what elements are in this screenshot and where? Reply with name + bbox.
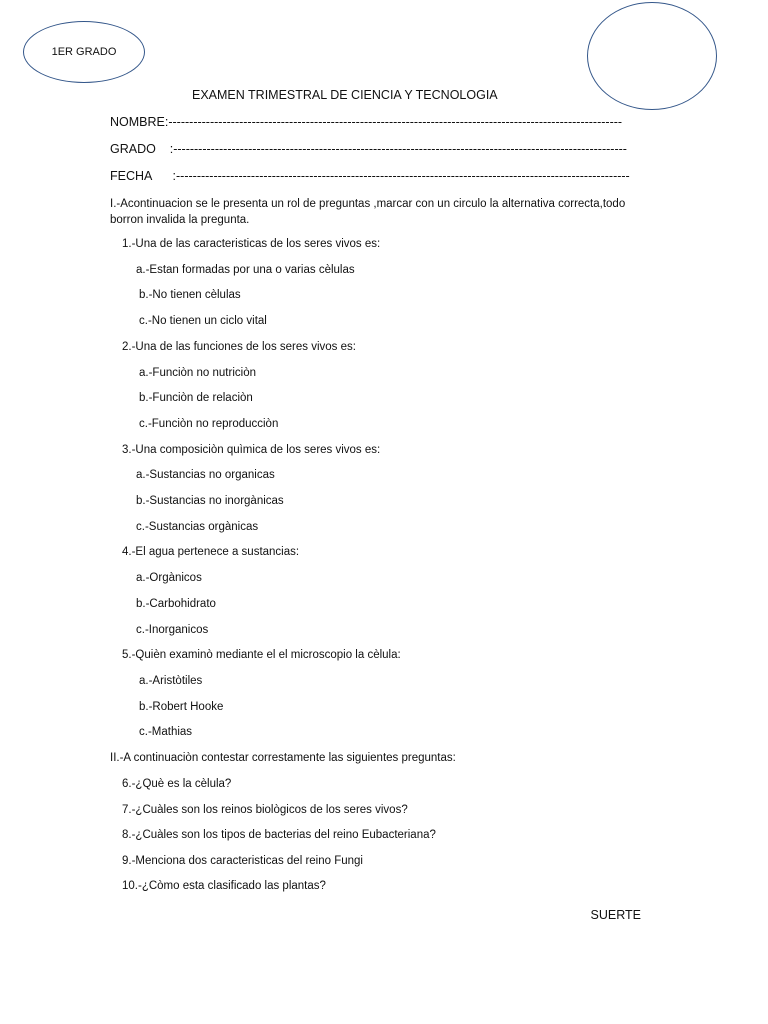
instructions-part-1: I.-Acontinuacion se le presenta un rol de preguntas ,marcar con un circulo la alternativa correcta,todo borron invalida la pregunta.: [110, 198, 626, 226]
answer-option: a.-Sustancias no organicas: [136, 469, 275, 482]
name-field: [110, 115, 622, 129]
open-question: 10.-¿Còmo esta clasificado las plantas?: [122, 880, 326, 893]
answer-option: b.-No tienen cèlulas: [139, 289, 241, 302]
answer-option: c.-No tienen un ciclo vital: [139, 315, 267, 328]
field-blank-line: -------------------------------------------------------------------------------------------------------------: [168, 115, 623, 129]
answer-option: c.-Mathias: [139, 726, 193, 739]
answer-option: b.-Sustancias no inorgànicas: [136, 495, 284, 507]
date-field: [110, 169, 630, 183]
field-label: GRADO :: [110, 142, 174, 156]
answer-option: b.-Carbohidrato: [136, 597, 216, 610]
open-question: 7.-¿Cuàles son los reinos biològicos de los seres vivos?: [122, 803, 408, 816]
grade-field: [110, 142, 627, 156]
answer-option: c.-Inorganicos: [136, 623, 209, 636]
open-question: 9.-Menciona dos caracteristicas del reino Fungi: [122, 854, 363, 867]
grade-label: 1ER GRADO: [51, 46, 117, 58]
answer-option: b.-Funciòn de relaciòn: [139, 392, 253, 405]
closing-text: SUERTE: [590, 908, 641, 922]
answer-option: a.-Funciòn no nutriciòn: [139, 366, 256, 379]
grade-oval: [23, 21, 145, 83]
field-label: FECHA :: [110, 169, 176, 183]
answer-option: a.-Aristòtiles: [139, 674, 203, 687]
open-question: 8.-¿Cuàles son los tipos de bacterias del reino Eubacteriana?: [122, 829, 436, 842]
field-blank-line: -------------------------------------------------------------------------------------------------------------: [176, 169, 630, 183]
question: 3.-Una composiciòn quìmica de los seres vivos es:: [122, 443, 381, 456]
answer-option: a.-Orgànicos: [136, 572, 202, 585]
open-question: 6.-¿Què es la cèlula?: [122, 778, 232, 790]
answer-option: c.-Sustancias orgànicas: [136, 520, 259, 533]
field-blank-line: -------------------------------------------------------------------------------------------------------------: [173, 142, 627, 156]
instructions-part-2: II.-A continuaciòn contestar correstamente las siguientes preguntas:: [110, 752, 456, 764]
answer-option: c.-Funciòn no reproducciòn: [139, 417, 279, 430]
score-oval: [587, 2, 717, 110]
question: 4.-El agua pertenece a sustancias:: [122, 546, 300, 559]
question: 2.-Una de las funciones de los seres vivos es:: [122, 340, 356, 353]
field-label: NOMBRE:: [110, 115, 169, 129]
question: 5.-Quièn examinò mediante el el microscopio la cèlula:: [122, 649, 401, 662]
answer-option: a.-Estan formadas por una o varias cèlulas: [136, 263, 355, 276]
exam-title: EXAMEN TRIMESTRAL DE CIENCIA Y TECNOLOGIA: [192, 88, 498, 102]
answer-option: b.-Robert Hooke: [139, 700, 224, 713]
question: 1.-Una de las caracteristicas de los seres vivos es:: [122, 238, 381, 250]
